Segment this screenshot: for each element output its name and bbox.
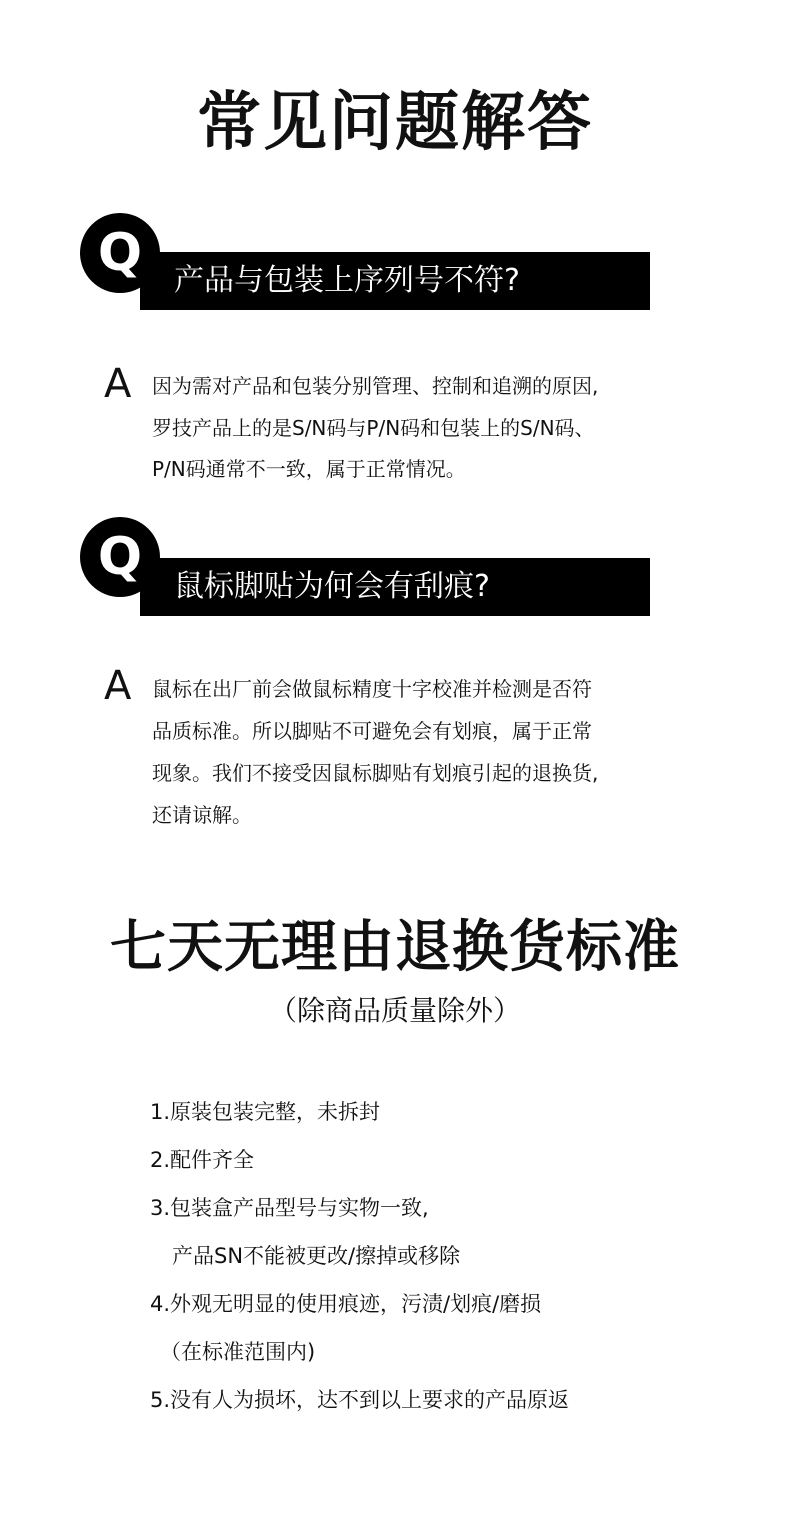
q-mark-icon: Q	[80, 517, 160, 597]
question-bar-2: 鼠标脚贴为何会有刮痕?	[140, 558, 650, 616]
a-mark-icon: A	[104, 361, 132, 407]
answer-2-line-3: 现象。我们不接受因鼠标脚贴有划痕引起的退换货,	[152, 761, 599, 785]
answer-2-line-4: 还请谅解。	[152, 803, 252, 827]
policy-item: 3.包装盒产品型号与实物一致,	[150, 1196, 429, 1220]
faq-title: 常见问题解答	[197, 86, 593, 160]
policy-item-continuation: 产品SN不能被更改/擦掉或移除	[172, 1244, 461, 1268]
question-bar-1: 产品与包装上序列号不符?	[140, 252, 650, 310]
policy-item: 4.外观无明显的使用痕迹，污渍/划痕/磨损	[150, 1292, 542, 1316]
answer-2-line-2: 品质标准。所以脚贴不可避免会有划痕，属于正常	[152, 719, 592, 743]
q-mark-icon: Q	[80, 213, 160, 293]
answer-1-line-1: 因为需对产品和包装分别管理、控制和追溯的原因,	[152, 374, 599, 398]
answer-2-line-1: 鼠标在出厂前会做鼠标精度十字校准并检测是否符	[152, 677, 592, 701]
answer-1-line-3: P/N码通常不一致，属于正常情况。	[152, 457, 466, 481]
policy-item-continuation: （在标准范围内)	[160, 1340, 316, 1364]
policy-subtitle: （除商品质量除外）	[268, 994, 521, 1027]
policy-item: 5.没有人为损坏，达不到以上要求的产品原返	[150, 1388, 570, 1412]
a-mark-icon: A	[104, 663, 132, 709]
policy-item: 1.原装包装完整，未拆封	[150, 1100, 381, 1124]
policy-item: 2.配件齐全	[150, 1148, 255, 1172]
policy-title: 七天无理由退换货标准	[110, 915, 680, 980]
answer-1-line-2: 罗技产品上的是S/N码与P/N码和包装上的S/N码、	[152, 416, 595, 440]
